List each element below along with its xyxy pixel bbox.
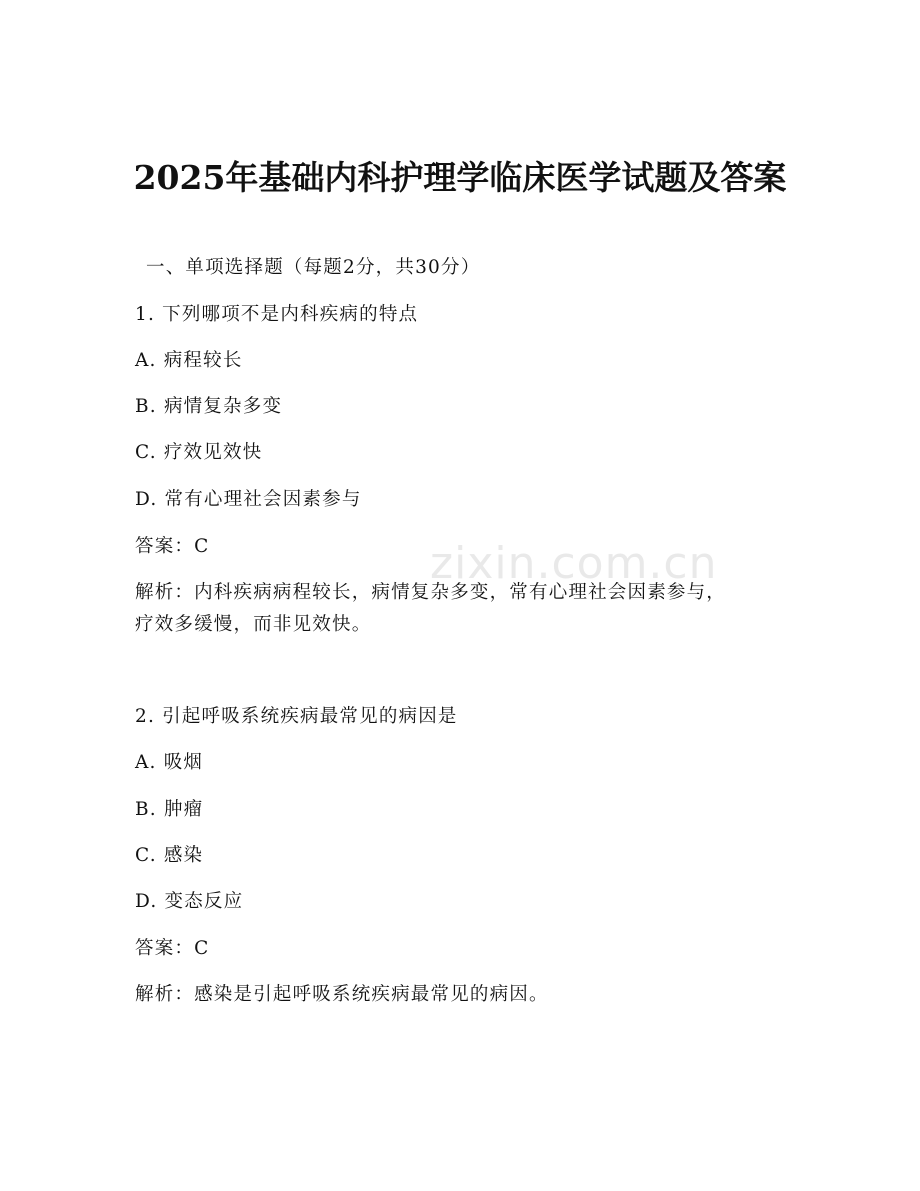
question-2-option-c: C. 感染: [135, 845, 204, 866]
question-1-option-b: B. 病情复杂多变: [135, 396, 283, 417]
question-1-explanation-line-1: 解析：内科疾病病程较长，病情复杂多变，常有心理社会因素参与，: [135, 582, 727, 603]
question-2-option-d: D. 变态反应: [135, 891, 244, 912]
question-1-option-d: D. 常有心理社会因素参与: [135, 489, 362, 510]
section-heading: 一、单项选择题（每题2分，共30分）: [146, 257, 481, 278]
question-1-explanation-line-2: 疗效多缓慢，而非见效快。: [135, 614, 372, 635]
question-1-option-a: A. 病程较长: [135, 350, 243, 371]
question-2-answer: 答案：C: [135, 938, 210, 959]
question-2-explanation-line-1: 解析：感染是引起呼吸系统疾病最常见的病因。: [135, 984, 549, 1005]
question-1-option-c: C. 疗效见效快: [135, 442, 263, 463]
question-2-option-a: A. 吸烟: [135, 752, 204, 773]
question-1-stem: 1. 下列哪项不是内科疾病的特点: [135, 304, 419, 325]
watermark: zixin.com.cn: [430, 538, 718, 589]
question-2-option-b: B. 肿瘤: [135, 799, 204, 820]
page-title: 2025年基础内科护理学临床医学试题及答案: [133, 158, 787, 197]
question-1-answer: 答案：C: [135, 536, 210, 557]
question-2-stem: 2. 引起呼吸系统疾病最常见的病因是: [135, 706, 458, 727]
